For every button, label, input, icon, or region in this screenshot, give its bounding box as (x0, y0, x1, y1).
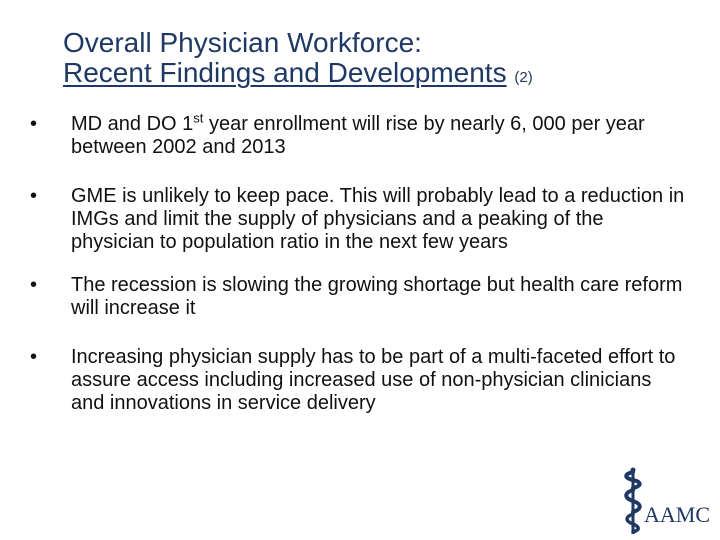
bullet-item (30, 346, 690, 415)
bullet-item (30, 185, 690, 254)
title-line-2: Recent Findings and Developments (63, 57, 507, 88)
bullet-list (30, 110, 690, 415)
slide-title (63, 28, 683, 93)
title-line-1: Overall Physician Workforce: (63, 27, 422, 58)
title-line-2-suffix: (2) (514, 69, 533, 86)
bullet-item (30, 110, 690, 159)
bullet-text: MD and DO 1st year enrollment will rise by nearly 6, 000 per year between 2002 and 2013 (71, 110, 645, 158)
superscript: st (193, 110, 204, 126)
bullet-text: The recession is slowing the growing shortage but health care reform will increase it (71, 274, 683, 319)
bullet-marker: • (30, 185, 38, 207)
logo-text: AAMC (644, 502, 711, 527)
bullet-marker: • (30, 346, 38, 368)
bullet-text: GME is unlikely to keep pace. This will probably lead to a reduction in IMGs and limit the supply of physicians and a peaking of the physician to population ratio in the next few years (71, 185, 685, 253)
bullet-item (30, 274, 690, 320)
aamc-logo (618, 466, 718, 536)
bullet-text: Increasing physician supply has to be part of a multi-faceted effort to assure access including increased use of non-physician clinicians and innovations in service delivery (71, 346, 676, 414)
bullet-marker: • (30, 274, 38, 296)
bullet-marker: • (30, 113, 38, 135)
